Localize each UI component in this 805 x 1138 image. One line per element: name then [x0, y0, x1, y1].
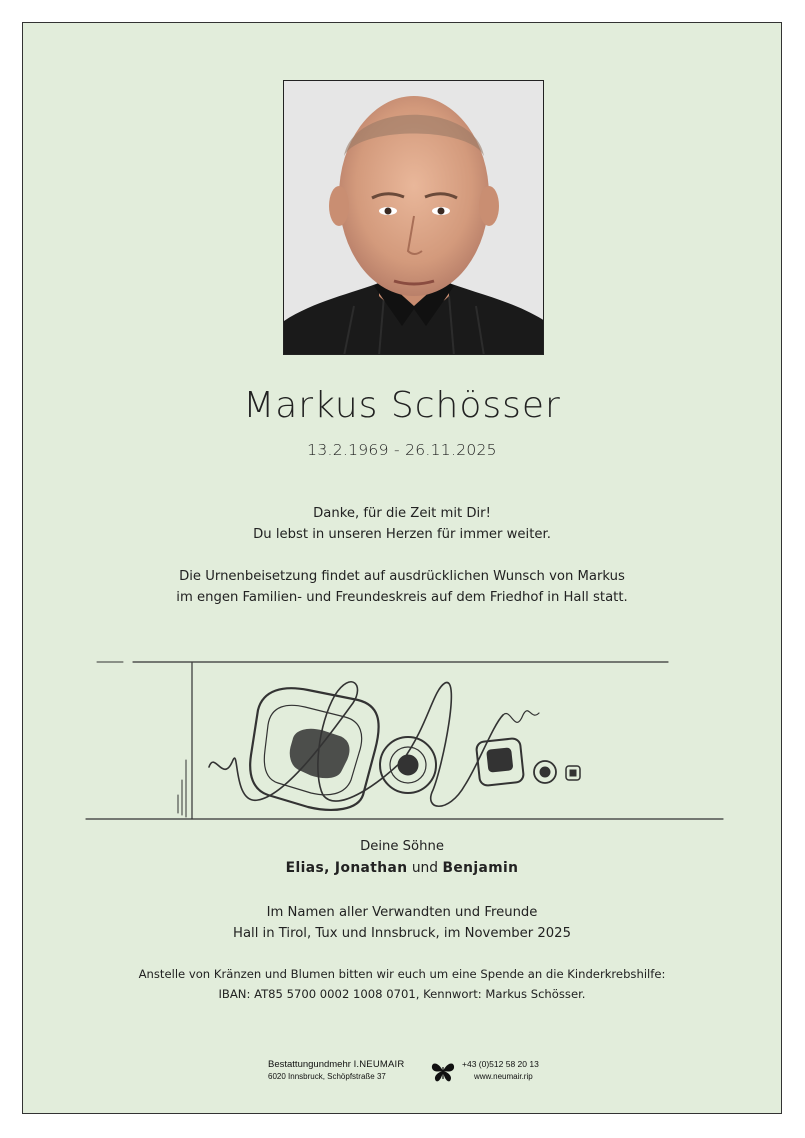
butterfly-icon: [430, 1059, 456, 1083]
son-name-last: Benjamin: [442, 860, 519, 876]
farewell-line-1: Danke, für die Zeit mit Dir!: [313, 506, 491, 521]
son-names-first: Elias, Jonathan: [285, 860, 408, 876]
burial-notice: [23, 566, 781, 608]
sons-names: [23, 860, 781, 876]
sons-connector: und: [411, 860, 439, 876]
burial-line-1: Die Urnenbeisetzung findet auf ausdrücklichen Wunsch von Markus: [179, 569, 625, 584]
sons-heading: Deine Söhne: [360, 839, 444, 854]
funeral-home-brand: I.NEUMAIR: [353, 1059, 405, 1070]
funeral-home-prefix: Bestattungundmehr: [268, 1059, 351, 1070]
funeral-home-name: [268, 1059, 404, 1070]
farewell-line-2: Du lebst in unseren Herzen für immer weiter.: [253, 527, 551, 542]
donation-notice: [23, 964, 781, 1004]
portrait-photo: [283, 80, 544, 355]
funeral-home-footer: [268, 1059, 568, 1089]
funeral-home-website: www.neumair.rip: [474, 1072, 533, 1081]
burial-line-2: im engen Familien- und Freundeskreis auf dem Friedhof in Hall statt.: [176, 590, 628, 605]
farewell-message: [23, 503, 781, 545]
life-dates: 13.2.1969 - 26.11.2025: [307, 441, 497, 459]
abstract-sketch-artwork: [83, 655, 733, 825]
donation-line-2: IBAN: AT85 5700 0002 1008 0701, Kennwort: Markus Schösser.: [218, 987, 586, 1001]
family-note: [23, 902, 781, 944]
deceased-name: Markus Schösser: [243, 385, 561, 426]
donation-line-1: Anstelle von Kränzen und Blumen bitten wir euch um eine Spende an die Kinderkrebshilfe:: [138, 967, 666, 981]
obituary-card: [22, 22, 782, 1114]
family-line-2: Hall in Tirol, Tux und Innsbruck, im November 2025: [233, 926, 571, 941]
funeral-home-address: 6020 Innsbruck, Schöpfstraße 37: [268, 1072, 386, 1081]
funeral-home-phone: +43 (0)512 58 20 13: [462, 1059, 539, 1069]
family-line-1: Im Namen aller Verwandten und Freunde: [266, 905, 538, 920]
portrait-illustration: [284, 81, 544, 355]
